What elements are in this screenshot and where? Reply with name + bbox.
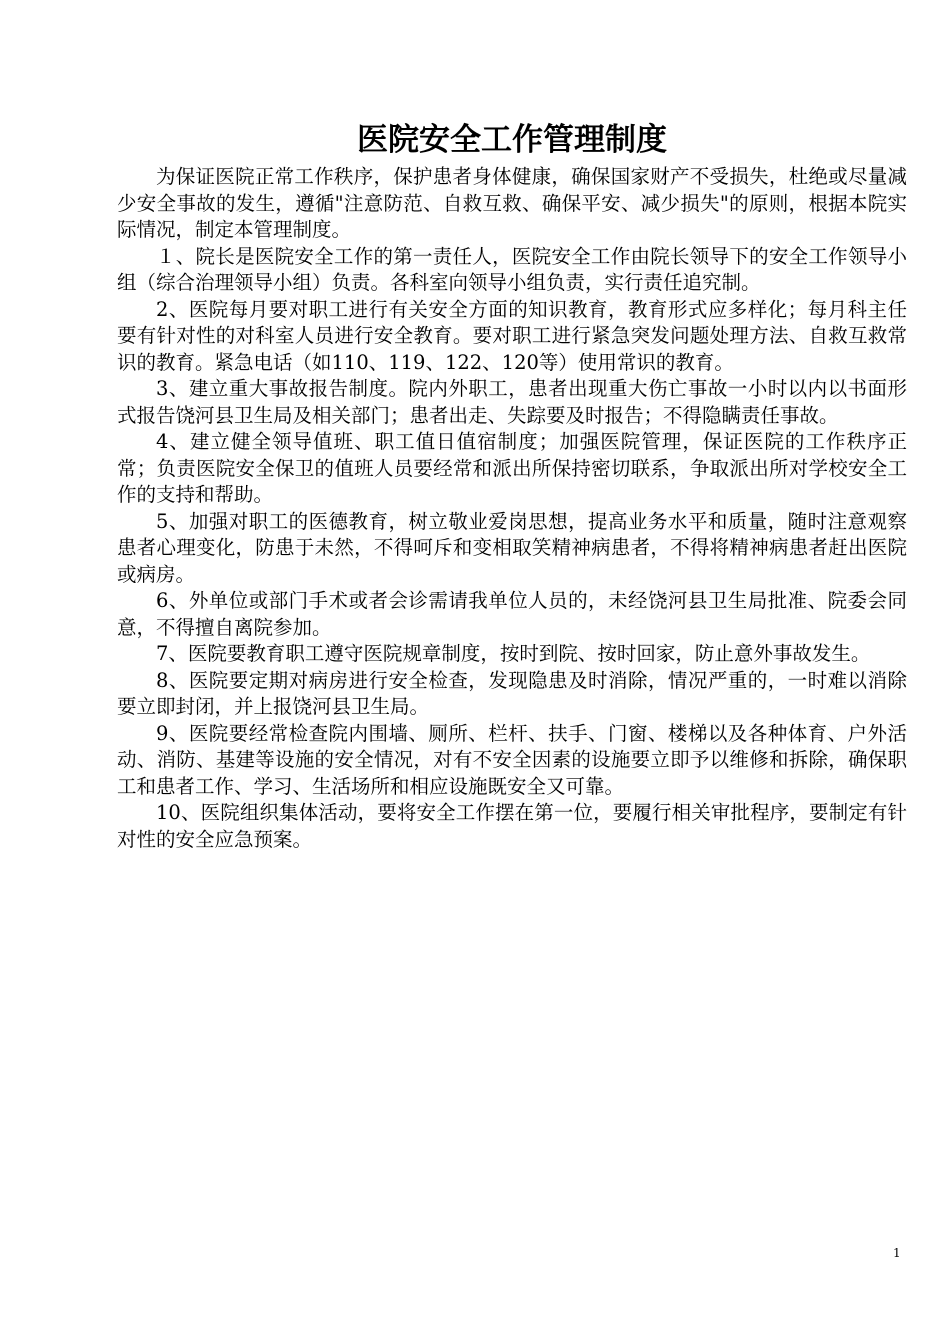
- document-body: [117, 118, 907, 853]
- page-number: 1: [893, 1246, 901, 1260]
- paragraph-rule-2: 2、医院每月要对职工进行有关安全方面的知识教育，教育形式应多样化；每月科主任要有针对性的对科室人员进行安全教育。要对职工进行紧急突发问题处理方法、自救互救常识的教育。紧急电话（如110、119、122、120等）使用常识的教育。: [117, 297, 907, 374]
- paragraph-rule-8: 8、医院要定期对病房进行安全检查，发现隐患及时消除，情况严重的，一时难以消除要立即封闭，并上报饶河县卫生局。: [117, 668, 907, 718]
- paragraph-rule-7: 7、医院要教育职工遵守医院规章制度，按时到院、按时回家，防止意外事故发生。: [156, 642, 871, 665]
- paragraph-rule-1: １、院长是医院安全工作的第一责任人，医院安全工作由院长领导下的安全工作领导小组（综合治理领导小组）负责。各科室向领导小组负责，实行责任追究制。: [117, 244, 907, 294]
- paragraph-rule-3: 3、建立重大事故报告制度。院内外职工，患者出现重大伤亡事故一小时以内以书面形式报告饶河县卫生局及相关部门；患者出走、失踪要及时报告；不得隐瞒责任事故。: [117, 377, 907, 427]
- paragraph-rule-5: 5、加强对职工的医德教育，树立敬业爱岗思想，提高业务水平和质量，随时注意观察患者心理变化，防患于未然，不得呵斥和变相取笑精神病患者，不得将精神病患者赶出医院或病房。: [117, 509, 907, 586]
- paragraph-rule-10: 10、医院组织集体活动，要将安全工作摆在第一位，要履行相关审批程序，要制定有针对性的安全应急预案。: [117, 801, 907, 851]
- paragraph-rule-4: 4、建立健全领导值班、职工值日值宿制度；加强医院管理，保证医院的工作秩序正常；负责医院安全保卫的值班人员要经常和派出所保持密切联系，争取派出所对学校安全工作的支持和帮助。: [117, 430, 907, 506]
- paragraph-intro: 为保证医院正常工作秩序，保护患者身体健康，确保国家财产不受损失，杜绝或尽量减少安全事故的发生，遵循"注意防范、自救互救、确保平安、减少损失"的原则，根据本院实际情况，制定本管理制度。: [117, 165, 907, 241]
- document-title: 医院安全工作管理制度: [357, 122, 667, 158]
- paragraph-rule-6: 6、外单位或部门手术或者会诊需请我单位人员的，未经饶河县卫生局批准、院委会同意，不得擅自离院参加。: [117, 589, 907, 639]
- paragraph-rule-9: 9、医院要经常检查院内围墙、厕所、栏杆、扶手、门窗、楼梯以及各种体育、户外活动、消防、基建等设施的安全情况，对有不安全因素的设施要立即予以维修和拆除，确保职工和患者工作、学习、生活场所和相应设施既安全又可靠。: [117, 721, 907, 798]
